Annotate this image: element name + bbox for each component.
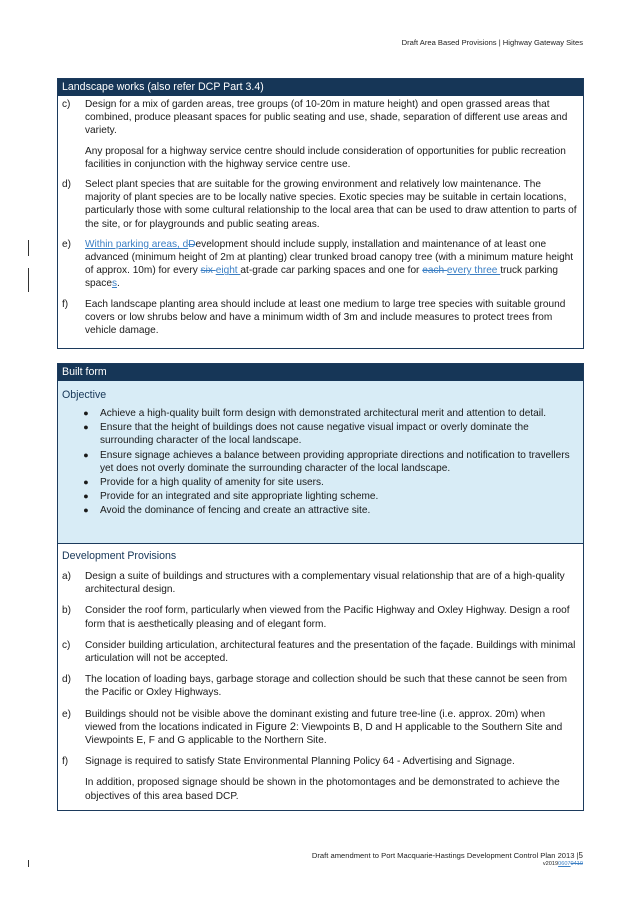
version-line xyxy=(312,861,583,867)
tracked-insertion: 0607 xyxy=(558,861,571,867)
item-text: Signage is required to satisfy State Environmental Planning Policy 64 - Advertising and Signage. xyxy=(85,756,515,768)
tracked-deletion: 0410 xyxy=(570,861,583,867)
objective-item xyxy=(58,407,583,420)
item-text: Consider the roof form, particularly when viewed from the Pacific Highway and Oxley Highway. Design a roof form that is aesthetically pleasing and of elegant form. xyxy=(85,605,570,630)
objective-text: Ensure signage achieves a balance between providing appropriate directions and notification to travellers yet does not overly dominate the surrounding character of the local landscape. xyxy=(100,449,570,474)
running-header: Draft Area Based Provisions | Highway Gateway Sites xyxy=(401,38,583,47)
item-letter: f) xyxy=(62,756,69,768)
provision-item-f xyxy=(58,755,583,768)
change-bar xyxy=(28,268,29,292)
objective-item xyxy=(58,476,583,489)
provision-item-a xyxy=(58,570,583,596)
landscape-works-title: Landscape works (also refer DCP Part 3.4) xyxy=(58,79,583,96)
bullet-icon: ● xyxy=(83,505,89,516)
built-form-section xyxy=(57,363,584,811)
item-letter: d) xyxy=(62,674,71,686)
tracked-deletion: each xyxy=(422,265,447,277)
bullet-icon: ● xyxy=(83,477,89,488)
provision-item-d xyxy=(58,673,583,699)
change-bar xyxy=(28,860,29,867)
provision-item-c xyxy=(58,639,583,665)
objective-text: Achieve a high-quality built form design with demonstrated architectural merit and attention to detail. xyxy=(100,408,547,419)
item-text: Select plant species that are suitable for the growing environment and relatively low maintenance. The majority of plant species are to be locally native species. Exotic species may be suitable in certain locations, particularly those with some cultural relationship to the local area that can be used to draw attention to parts of the site, or for playgrounds and public seating areas. xyxy=(85,179,577,230)
bullet-icon: ● xyxy=(83,408,89,418)
page-number: 5 xyxy=(578,851,583,860)
landscape-item-c-para: Any proposal for a highway service centre should include consideration of opportunities for public recreation facilities in conjunction with the highway service centre use. xyxy=(85,145,566,170)
item-text xyxy=(85,708,577,748)
item-letter: e) xyxy=(62,238,71,250)
bullet-icon: ● xyxy=(83,449,89,460)
page-footer xyxy=(312,851,583,867)
objective-panel xyxy=(58,381,583,544)
provisions-heading: Development Provisions xyxy=(62,550,177,562)
provision-item-e xyxy=(58,708,583,748)
item-letter: a) xyxy=(62,571,71,582)
item-text: Consider building articulation, architectural features and the presentation of the façade. Buildings with minimal articulation will not be accepted. xyxy=(85,639,576,665)
tracked-deletion: six xyxy=(200,265,216,277)
built-form-title: Built form xyxy=(58,364,583,381)
item-letter: f) xyxy=(62,298,69,310)
item-text: Each landscape planting area should include at least one medium to large tree species with suitable ground covers or low shrubs below and have a minimum width of 3m and include measures to protect trees from vehicle damage. xyxy=(85,298,566,337)
footer-text: Draft amendment to Port Macquarie-Hastings Development Control Plan 2013 | xyxy=(311,851,579,860)
provision-item-b xyxy=(58,604,583,630)
provision-item-f-para: In addition, proposed signage should be shown in the photomontages and be demonstrated to achieve the objectives of this area based DCP. xyxy=(85,777,560,802)
footer-line xyxy=(312,851,583,860)
bullet-icon: ● xyxy=(83,422,89,433)
tracked-insertion: s xyxy=(111,278,117,290)
objective-list xyxy=(58,407,583,518)
item-letter: c) xyxy=(62,99,71,110)
objective-text: Provide for an integrated and site appropriate lighting scheme. xyxy=(100,491,379,503)
landscape-works-section xyxy=(57,78,584,349)
text-run: : Viewpoints B, D and H applicable to the Southern Site and Viewpoints E, F and G applicable to the Northern Site. xyxy=(85,721,563,747)
text-run: . xyxy=(116,278,120,290)
landscape-works-body xyxy=(58,98,583,337)
objective-text: Provide for a high quality of amenity for site users. xyxy=(100,477,324,489)
objective-heading: Objective xyxy=(62,389,107,401)
tracked-deletion: D xyxy=(188,238,196,250)
tracked-insertion: every three xyxy=(446,265,501,277)
objective-item xyxy=(58,449,583,475)
version-prefix: v2019 xyxy=(542,861,559,867)
item-letter: d) xyxy=(62,179,71,191)
item-letter: b) xyxy=(62,605,71,617)
development-provisions xyxy=(58,544,583,803)
landscape-item-c xyxy=(58,98,583,138)
objective-item xyxy=(58,504,583,517)
tracked-insertion: Within parking areas, d xyxy=(85,238,189,250)
item-text: The location of loading bays, garbage storage and collection should be such that these cannot be seen from the Pacific or Oxley Highways. xyxy=(85,674,568,699)
text-run: Buildings should not be visible above the dominant existing and future tree-line (i.e. approx. 20m) when viewed from the locations indicated in xyxy=(85,708,546,733)
item-letter: c) xyxy=(62,639,71,651)
item-letter: e) xyxy=(62,708,71,720)
item-text: Design a suite of buildings and structures with a complementary visual relationship that are of a high-quality architectural design. xyxy=(85,571,565,596)
landscape-item-e xyxy=(58,238,583,291)
item-text: Design for a mix of garden areas, tree groups (of 10-20m in mature height) and open grassed areas that combined, produce pleasant spaces for public seating and use, shade, separation of different use areas and variety. xyxy=(85,99,568,137)
landscape-item-d xyxy=(58,178,583,231)
tracked-insertion: eight xyxy=(215,265,241,277)
text-run: truck parking space xyxy=(85,265,559,290)
objective-item xyxy=(58,490,583,503)
change-bar xyxy=(28,240,29,256)
text-run: at-grade car parking spaces and one for xyxy=(240,265,423,277)
text-run: evelopment should include supply, installation and maintenance of at least one advanced (minimum height of 2m at planting) clear trunked broad canopy tree (with a minimum mature height of approx. 10m) for every xyxy=(85,238,574,277)
objective-item xyxy=(58,421,583,447)
landscape-item-f xyxy=(58,298,583,338)
objective-text: Ensure that the height of buildings does not cause negative visual impact or overly dominate the surrounding character of the local landscape. xyxy=(100,422,529,447)
item-text xyxy=(85,238,577,291)
figure-reference: Figure 2 xyxy=(255,720,296,733)
bullet-icon: ● xyxy=(83,491,89,502)
objective-text: Avoid the dominance of fencing and create an attractive site. xyxy=(100,505,371,517)
